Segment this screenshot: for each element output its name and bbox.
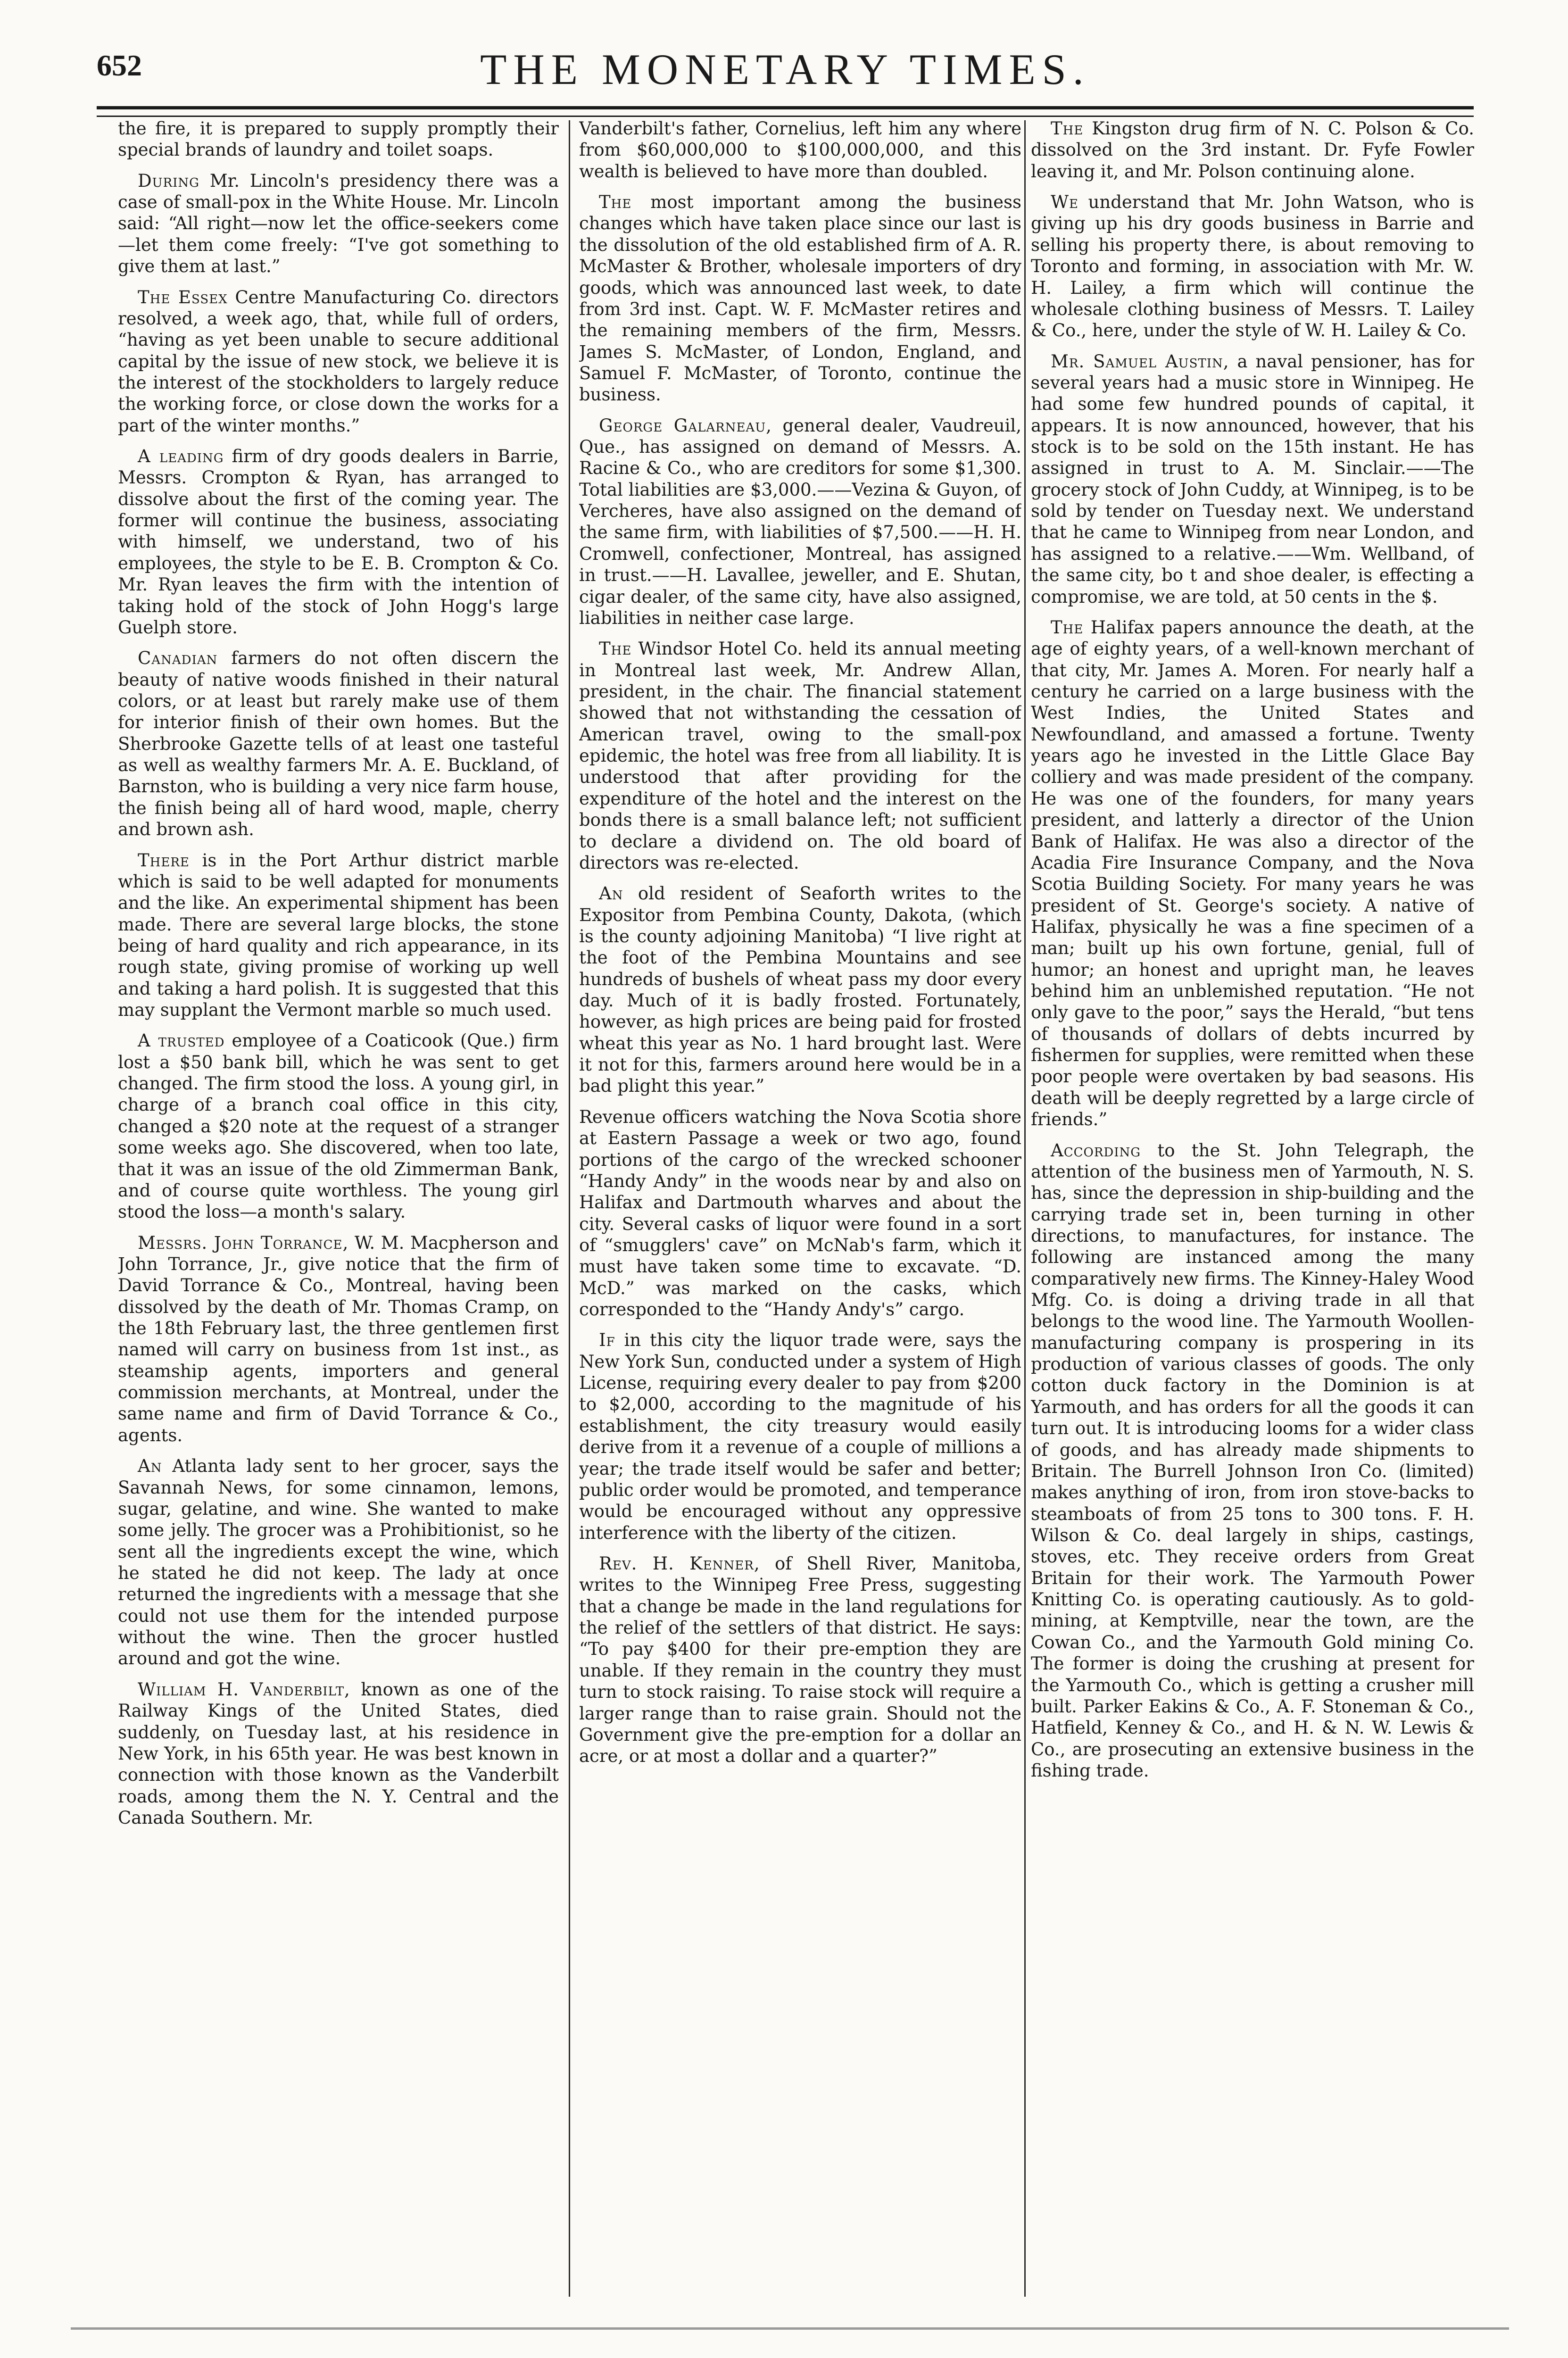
paragraph-lead-in: According [1051, 1140, 1141, 1161]
paragraph-lead-in: Rev. H. Kenner, [599, 1553, 760, 1574]
paragraph-text: most important among the business changes which have taken place since our last is the dissolution of the old established firm of A. R. McMaster & Brother, wholesale importers of dry goods, which was announced last week, to date from 3rd inst. Capt. W. F. McMaster retires and the remaining members of the firm, Messrs. James S. McMaster, of London, England, and Samuel F. McMaster, of Toronto, continue the business. [579, 192, 1021, 405]
paragraph-lead-in: The Essex [138, 287, 228, 307]
article-paragraph [118, 118, 559, 161]
paragraph-lead-in: If [599, 1330, 615, 1351]
paragraph-lead-in: George Galarneau, [599, 415, 772, 436]
paragraph-text: employee of a Coaticook (Que.) firm lost a $50 bank bill, which he was sent to get changed. The firm stood the loss. A young girl, in charge of a branch coal office in this city, changed a $20 note at the request of a stranger some weeks ago. She discovered, when too late, that it was an issue of the old Zimmerman Bank, and of course quite worthless. The young girl stood the loss—a month's salary. [118, 1030, 559, 1222]
paragraph-text: Windsor Hotel Co. held its annual meeting in Montreal last week, Mr. Andrew Allan, president, in the chair. The financial statement showed that not withstanding the cessation of American travel, owing to the small-pox epidemic, the hotel was free from all liability. It is understood that after providing for the expenditure of the hotel and the interest on the bonds there is a small balance left; not sufficient to declare a dividend on. The old board of directors was re-elected. [579, 639, 1021, 873]
paragraph-text: Halifax papers announce the death, at the age of eighty years, of a well-known merchant of that city, Mr. James A. Moren. For nearly half a century he carried on a large business with the West Indies, the United States and Newfoundland, and amassed a fortune. Twenty years ago he invested in the Little Glace Bay colliery and was made president of the company. He was one of the founders, for many years president, and latterly a director of the Union Bank of Halifax. He was also a director of the Acadia Fire Insurance Company, and the Nova Scotia Building Society. For many years he was president of St. George's society. A native of Halifax, physically he was a fine specimen of a man; built up his own fortune, genial, full of humor; an honest and upright man, he leaves behind him an unblemished reputation. “He not only gave to the poor,” says the Herald, “but tens of thousands of dollars of debts incurred by fishermen for supplies, were remitted when these poor people were overtaken by bad seasons. His death will be deeply regretted by a large circle of friends.” [1031, 617, 1474, 1130]
paragraph-text: a naval pensioner, has for several years had a music store in Winnipeg. He had some few hundred pounds of capital, it appears. It is now announced, however, that his stock is to be sold on the 15th instant. He has assigned in trust to A. M. Sinclair.——The grocery stock of John Cuddy, at Winnipeg, is to be sold by tender on Tuesday next. We understand that he came to Winnipeg from near London, and has assigned to a relative.——Wm. Wellband, of the same city, bo t and shoe dealer, is effecting a compromise, we are told, at 50 cents in the $. [1031, 351, 1474, 607]
article-paragraph [118, 1232, 559, 1446]
paragraph-text: W. M. Macpherson and John Torrance, Jr., give notice that the firm of David Torrance & Co., Montreal, having been dissolved by the death of Mr. Thomas Cramp, on the 18th February last, the three gentlemen first named will carry on business from 1st inst., as steamship agents, importers and general commission merchants, at Montreal, under the same name and firm of David Torrance & Co., agents. [118, 1232, 559, 1445]
paragraph-text: is in the Port Arthur district marble which is said to be well adapted for monuments and the like. An experimental shipment has been made. There are several large blocks, the stone being of hard quality and rich appearance, in its rough state, giving promise of working up well and taking a hard polish. It is suggested that this may supplant the Vermont marble so much used. [118, 850, 559, 1021]
paragraph-text: understand that Mr. John Watson, who is giving up his dry goods business in Barrie and selling his property there, is about removing to Toronto and forming, in association with Mr. W. H. Lailey, a firm which will continue the wholesale clothing business of Messrs. T. Lailey & Co., here, under the style of W. H. Lailey & Co. [1031, 192, 1474, 341]
paragraph-text: general dealer, Vaudreuil, Que., has assigned on demand of Messrs. A. Racine & Co., who are creditors for some $1,300. Total liabilities are $3,000.——Vezina & Guyon, of Vercheres, have also assigned on the demand of the same firm, with liabilities of $7,500.——H. H. Cromwell, confectioner, Montreal, has assigned in trust.——H. Lavallee, jeweller, and E. Shutan, cigar dealer, of the same city, have also assigned, liabilities in neither case large. [579, 415, 1021, 628]
header-rule-thick [97, 106, 1474, 109]
paragraph-text: the fire, it is prepared to supply promptly their special brands of laundry and toilet soaps. [118, 118, 559, 160]
article-paragraph [118, 648, 559, 840]
article-paragraph [118, 1679, 559, 1829]
column-divider [1024, 120, 1026, 2297]
paragraph-lead-in: The [599, 639, 632, 659]
column-2 [579, 118, 1021, 2301]
paragraph-lead-in: During [138, 170, 199, 191]
article-paragraph [579, 415, 1021, 629]
article-paragraph [579, 638, 1021, 873]
article-paragraph [118, 287, 559, 437]
article-paragraph [1031, 1140, 1474, 1782]
paragraph-lead-in: The [1051, 617, 1084, 638]
article-paragraph [1031, 191, 1474, 341]
header-rule-thin [97, 116, 1474, 117]
paragraph-lead-in: A trusted [138, 1030, 225, 1051]
article-paragraph [118, 446, 559, 638]
page-number: 652 [97, 49, 142, 82]
article-paragraph [118, 170, 559, 277]
paragraph-text: in this city the liquor trade were, says the New York Sun, conducted under a system of High License, requiring every dealer to pay from $200 to $2,000, according to the magnitude of his establishment, the city treasury would easily derive from it a revenue of a couple of millions a year; the trade itself would be safer and better; public order would be promoted, and temperance would be encouraged without any oppressive interference with the liberty of the citizen. [579, 1330, 1021, 1543]
paragraph-text: Kingston drug firm of N. C. Polson & Co. dissolved on the 3rd instant. Dr. Fyfe Fowler leaving it, and Mr. Polson continuing alone. [1031, 118, 1474, 182]
paragraph-text: known as one of the Railway Kings of the United States, died suddenly, on Tuesday last, at his residence in New York, in his 65th year. He was best known in connection with those known as the Vanderbilt roads, among them the N. Y. Central and the Canada Southern. Mr. [118, 1679, 559, 1828]
paragraph-lead-in: The [599, 192, 632, 213]
article-paragraph [1031, 617, 1474, 1130]
article-paragraph [118, 1455, 559, 1669]
paragraph-text: of Shell River, Manitoba, writes to the Winnipeg Free Press, suggesting that a change be made in the land regulations for the relief of the settlers of that district. He says: “To pay $400 for their pre-emption they are unable. If they remain in the country they must turn to stock raising. To raise stock will require a larger range than to raise grain. Should not the Government give the pre-emption for a dollar an acre, or at most a dollar and a quarter?” [579, 1553, 1021, 1767]
paragraph-lead-in: A leading [138, 446, 224, 467]
paragraph-text: Atlanta lady sent to her grocer, says the Savannah News, for some cinnamon, lemons, sugar, gelatine, and wine. She wanted to make some jelly. The grocer was a Prohibitionist, so he sent all the ingredients except the wine, which he stated he did not keep. The lady at once returned the ingredients with a message that she could not use them for the intended purpose without the wine. Then the grocer hustled around and got the wine. [118, 1456, 559, 1669]
paragraph-lead-in: We [1051, 192, 1079, 213]
paragraph-text: old resident of Seaforth writes to the Expositor from Pembina County, Dakota, (which is the county adjoining Manitoba) “I live right at the foot of the Pembina Mountains and see hundreds of bushels of wheat pass my door every day. Much of it is badly frosted. Fortunately, however, as high prices are being paid for frosted wheat this year as No. 1 hard brought last. Were it not for this, farmers around here would be in a bad plight this year.” [579, 883, 1021, 1096]
paragraph-text: Centre Manufacturing Co. directors resolved, a week ago, that, while full of orders, “having as yet been unable to secure additional capital by the issue of new stock, we believe it is the interest of the stockholders to largely reduce the working force, or close down the works for a part of the winter months.” [118, 287, 559, 436]
paragraph-lead-in: An [138, 1456, 162, 1477]
column-3 [1031, 118, 1474, 2301]
article-paragraph [579, 191, 1021, 406]
article-paragraph [579, 883, 1021, 1097]
article-paragraph [118, 850, 559, 1021]
article-paragraph [1031, 118, 1474, 182]
page-bottom-edge [71, 2327, 1509, 2330]
paragraph-lead-in: Mr. Samuel Austin, [1051, 351, 1229, 372]
article-paragraph [579, 118, 1021, 182]
paragraph-lead-in: An [599, 883, 623, 904]
paragraph-lead-in: Canadian [138, 648, 218, 669]
paragraph-text: Revenue officers watching the Nova Scotia shore at Eastern Passage a week or two ago, found portions of the cargo of the wrecked schooner “Handy Andy” in the woods near by and also on Halifax and Dartmouth wharves and about the city. Several casks of liquor were found in a sort of “smugglers' cave” on McNab's farm, which it must have taken some time to excavate. “D. McD.” was marked on the casks, which corresponded to the “Handy Andy's” cargo. [579, 1106, 1021, 1320]
paragraph-lead-in: There [138, 850, 190, 871]
column-divider [569, 120, 570, 2297]
article-paragraph [118, 1030, 559, 1222]
paragraph-text: firm of dry goods dealers in Barrie, Messrs. Crompton & Ryan, has arranged to dissolve about the first of the coming year. The former will continue the business, associating with himself, we understand, two of his employees, the style to be E. B. Crompton & Co. Mr. Ryan leaves the firm with the intention of taking hold of the stock of John Hogg's large Guelph store. [118, 446, 559, 638]
paragraph-text: Vanderbilt's father, Cornelius, left him any where from $60,000,000 to $100,000,000, and this wealth is believed to have more than doubled. [579, 118, 1021, 182]
journal-title: THE MONETARY TIMES. [480, 45, 1090, 93]
page-header [97, 27, 1474, 98]
article-paragraph [579, 1553, 1021, 1767]
column-1 [118, 118, 559, 2301]
paragraph-lead-in: William H. Vanderbilt, [138, 1679, 350, 1700]
article-paragraph [579, 1329, 1021, 1544]
article-paragraph [579, 1106, 1021, 1320]
paragraph-text: farmers do not often discern the beauty of native woods finished in their natural colors, or at least but rarely make use of them for interior finish of their own homes. But the Sherbrooke Gazette tells of at least one tasteful as well as wealthy farmers Mr. A. E. Buckland, of Barnston, who is building a very nice farm house, the finish being all of hard wood, maple, cherry and brown ash. [118, 648, 559, 840]
paragraph-text: Mr. Lincoln's presidency there was a case of small-pox in the White House. Mr. Lincoln said: “All right—now let the office-seekers come—let them come freely: “I've got something to give them at last.” [118, 170, 559, 277]
paragraph-text: to the St. John Telegraph, the attention of the business men of Yarmouth, N. S. has, since the depression in ship-building and the carrying trade set in, been turning in other directions, to manufactures, for instance. The following are instanced among the many comparatively new firms. The Kinney-Haley Wood Mfg. Co. is doing a driving trade in all that belongs to the wood line. The Yarmouth Woollen-manufacturing company is prospering in its production of various classes of goods. The only cotton duck factory in the Dominion is at Yarmouth, and has orders for all the goods it can turn out. It is introducing looms for a wider class of goods, and has already made shipments to Britain. The Burrell Johnson Iron Co. (limited) makes anything of iron, from iron stove-backs to steamboats of from 25 tons to 300 tons. F. H. Wilson & Co. deal largely in ships, castings, stoves, etc. They receive orders from Great Britain for their work. The Yarmouth Power Knitting Co. is operating cautiously. As to gold-mining, at Kemptville, near the town, are the Cowan Co., and the Yarmouth Gold mining Co. The former is doing the crushing at present for the Yarmouth Co., which is getting a crusher mill built. Parker Eakins & Co., A. F. Stoneman & Co., Hatfield, Kenney & Co., and H. & N. W. Lewis & Co., are prosecuting an extensive business in the fishing trade. [1031, 1140, 1474, 1781]
article-paragraph [1031, 351, 1474, 607]
paragraph-lead-in: The [1051, 118, 1084, 139]
paragraph-lead-in: Messrs. John Torrance, [138, 1232, 349, 1253]
